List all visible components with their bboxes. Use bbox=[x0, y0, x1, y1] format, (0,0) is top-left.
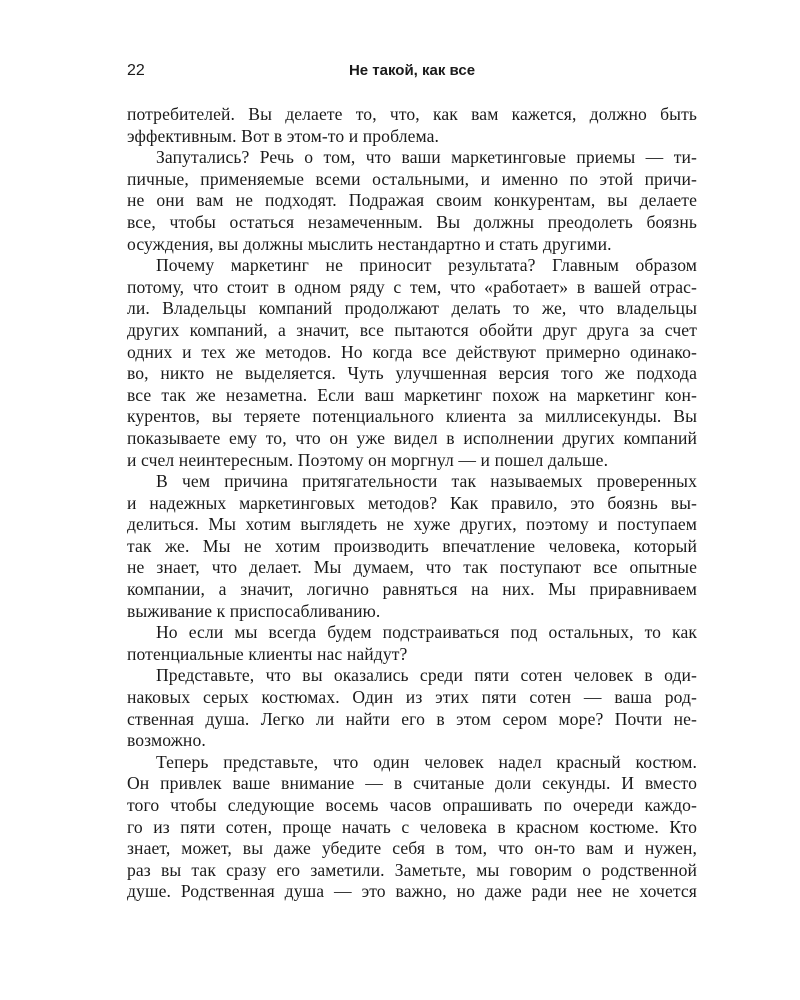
text-line: пичные, применяемые всеми остальными, и именно по этой причи- bbox=[127, 168, 697, 189]
text-line: В чем причина притягательности так называемых проверенных bbox=[156, 471, 697, 492]
text-line: Теперь представьте, что один человек надел красный костюм. bbox=[156, 751, 697, 772]
text-line: знает, может, вы даже убедите себя в том, что он-то вам и нужен, bbox=[127, 838, 697, 859]
text-line: не знает, что делает. Мы думаем, что так поступают все опытные bbox=[127, 557, 697, 578]
running-head: Не такой, как все bbox=[348, 62, 476, 79]
text-line: показываете ему то, что он уже видел в исполнении других компаний bbox=[127, 427, 697, 448]
body-text bbox=[127, 104, 697, 903]
text-line: и надежных маркетинговых методов? Как правило, это боязнь вы- bbox=[127, 492, 697, 513]
text-line: Но если мы всегда будем подстраиваться под остальных, то как bbox=[156, 622, 697, 643]
text-line: потребителей. Вы делаете то, что, как вам кажется, должно быть bbox=[127, 104, 697, 124]
text-line: ли. Владельцы компаний продолжают делать то же, что владельцы bbox=[127, 298, 697, 319]
text-line: одних и тех же методов. Но когда все действуют примерно одинако- bbox=[127, 341, 697, 362]
text-line: ственная душа. Легко ли найти его в этом сером море? Почти не- bbox=[127, 708, 697, 729]
text-line: так же. Мы не хотим производить впечатление человека, который bbox=[127, 535, 697, 556]
text-line: не они вам не подходят. Подражая своим конкурентам, вы делаете bbox=[127, 190, 697, 211]
text-line: раз вы так сразу его заметили. Заметьте, мы говорим о родственной bbox=[127, 859, 697, 880]
text-line: возможно. bbox=[127, 730, 206, 751]
text-line: выживание к приспосабливанию. bbox=[127, 600, 381, 621]
text-line: Запутались? Речь о том, что ваши маркетинговые приемы — ти- bbox=[156, 147, 697, 168]
page-header bbox=[127, 62, 697, 86]
text-line: душе. Родственная душа — это важно, но даже ради нее не хочется bbox=[127, 881, 697, 902]
text-line: го из пяти сотен, проще начать с человека в красном костюме. Кто bbox=[127, 816, 697, 837]
text-line: курентов, вы теряете потенциального клиента за миллисекунды. Вы bbox=[127, 406, 697, 427]
text-line: Почему маркетинг не приносит результата? Главным образом bbox=[156, 255, 697, 276]
text-line: эффективным. Вот в этом-то и проблема. bbox=[127, 125, 439, 146]
text-line: других компаний, а значит, все пытаются обойти друг друга за счет bbox=[127, 319, 697, 340]
text-line: делиться. Мы хотим выглядеть не хуже других, поэтому и поступаем bbox=[127, 514, 697, 535]
text-line: потенциальные клиенты нас найдут? bbox=[127, 643, 408, 664]
text-line: во, никто не выделяется. Чуть улучшенная версия того же подхода bbox=[127, 363, 697, 384]
text-line: компании, а значит, логично равняться на них. Мы приравниваем bbox=[127, 579, 697, 600]
text-line: и счел неинтересным. Поэтому он моргнул — и пошел дальше. bbox=[127, 449, 609, 470]
text-line: наковых серых костюмах. Один из этих пяти сотен — ваша род- bbox=[127, 687, 697, 708]
text-line: Он привлек ваше внимание — в считаные доли секунды. И вместо bbox=[127, 773, 697, 794]
text-line: Представьте, что вы оказались среди пяти сотен человек в оди- bbox=[156, 665, 697, 686]
text-line: потому, что стоит в одном ряду с тем, что «работает» в вашей отрас- bbox=[127, 276, 697, 297]
text-line: осуждения, вы должны мыслить нестандартно и стать другими. bbox=[127, 233, 612, 254]
text-line: того чтобы следующие восемь часов опрашивать по очереди каждо- bbox=[127, 795, 697, 815]
text-line: все так же незаметна. Если ваш маркетинг похож на маркетинг кон- bbox=[127, 384, 697, 405]
text-line: все, чтобы остаться незамеченным. Вы должны преодолеть боязнь bbox=[127, 211, 697, 232]
page-number: 22 bbox=[127, 62, 145, 79]
